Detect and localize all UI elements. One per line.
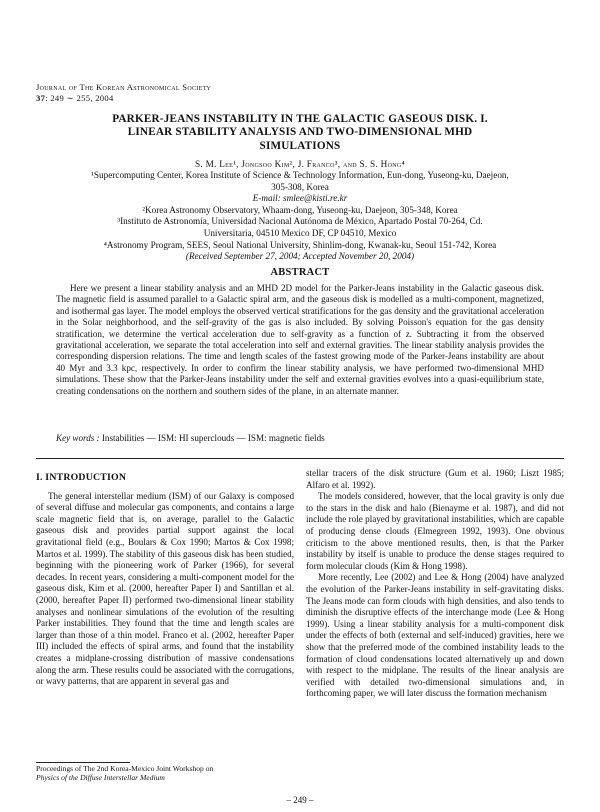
title-line-3: SIMULATIONS [259, 139, 341, 152]
right-column [306, 468, 564, 700]
received-accepted-dates: (Received September 27, 2004; Accepted November 20, 2004) [185, 251, 415, 262]
footnote [36, 764, 296, 783]
affiliation-1: ¹Supercomputing Center, Korea Institute of Science & Technology Information, Eun-dong, Yuseong-ku, Daejeon, [91, 170, 509, 180]
intro-paragraph-2: The models considered, however, that the local gravity is only due to the stars in the disk and halo (Bienayme et al. 1987), and did not include the role played by gravitational instabilities, which are capable of producing dense clouds (Elmegreen 1992, 1993). One obvious criticism to the above mentioned results, then, is that the Parker instability by itself is unable to produce the dense stages required to form molecular clouds (Kim & Hong 1998). [306, 491, 564, 571]
journal-pages: : 249 ∼ 255, 2004 [45, 93, 114, 103]
journal-name: Journal of The Korean Astronomical Society [36, 82, 212, 92]
affiliation-2: ²Korea Astronomy Observatory, Whaam-dong, Yuseong-ku, Daejeon, 305-348, Korea [142, 204, 458, 215]
intro-paragraph-1-continued: stellar tracers of the disk structure (Gum et al. 1960; Liszt 1985; Alfaro et al. 1992). [306, 468, 564, 490]
page-number: – 249 – [286, 795, 314, 805]
title-line-1: PARKER-JEANS INSTABILITY IN THE GALACTIC GASEOUS DISK. I. [112, 113, 488, 125]
journal-volume-line [36, 93, 211, 104]
footnote-line-1: Proceedings of The 2nd Korea-Mexico Joint Workshop on [36, 764, 214, 773]
paper-title [40, 113, 560, 153]
affiliations [34, 170, 566, 263]
intro-heading: I. INTRODUCTION [36, 472, 127, 483]
keywords [56, 433, 544, 444]
title-line-2: LINEAR STABILITY ANALYSIS AND TWO-DIMENSIONAL MHD [127, 126, 473, 139]
affiliation-3: ³Instituto de Astronomía, Universidad Nacional Autónoma de México, Apartado Postal 70-264, Cd. [117, 216, 483, 227]
section-divider [36, 458, 564, 459]
abstract-heading: ABSTRACT [270, 267, 330, 278]
footnote-line-2: Physics of the Diffuse Interstellar Medium [36, 773, 165, 783]
author-list: S. M. Lee¹, Jongsoo Kim², J. Franco³, and S. S. Hong⁴ [194, 159, 406, 169]
author-email: E-mail: smlee@kisti.re.kr [252, 193, 348, 204]
intro-paragraph-1: The general interstellar medium (ISM) of our Galaxy is composed of several diffuse and molecular gas components, and contains a large scale magnetic field that is, on average, parallel to the Galactic gaseous disk and provides partial support against the local gravitational field (e.g., Boulars & Cox 1990; Martos & Cox 1998; Martos et al. 1999). The stability of this gaseous disk has been studied, beginning with the pioneering work of Parker (1966), for several decades. In recent years, considering a multi-component model for the gaseous disk, Kim et al. (2000, hereafter Paper I) and Santillan et al. (2000, hereafter Paper II) performed two-dimensional linear stability analyses and nonlinear simulations of the evolution of the resulting Parker instabilities. They found that the time and length scales are larger than those of a thin model. Franco et al. (2002, hereafter Paper III) included the effects of spiral arms, and found that the instability creates a midplane-crossing distribution of massive condensations along the arm. These results could be associated with the corrugations, or wavy patterns, that are apparent in several gas and [36, 490, 294, 687]
abstract-text: Here we present a linear stability analysis and an MHD 2D model for the Parker-Jeans instability in the Galactic gaseous disk. The magnetic field is assumed parallel to a Galactic spiral arm, and the gaseous disk is modelled as a multi-component, magnetized, and isothermal gas layer. The model employs the observed vertical stratifications for the gas density and the gravitational acceleration in the Solar neighborhood, and the self-gravity of the gas is also included. By solving Poisson's equation for the gas density stratification, we determine the vertical acceleration due to self-gravity as a function of z. Subtracting it from the observed gravitational acceleration, we separate the total acceleration into self and external gravities. The linear stability analysis provides the corresponding dispersion relations. The time and length scales of the fastest growing mode of the Parker-Jeans instability are about 40 Myr and 3.3 kpc, respectively. In order to confirm the linear stability analysis, we have performed two-dimensional MHD simulations. These show that the Parker-Jeans instability under the self and external gravities evolves into a quasi-equilibrium state, creating condensations on the northern and southern sides of the plane, in an alternate manner. [56, 283, 544, 396]
footnote-rule [36, 762, 130, 763]
left-column [36, 468, 294, 688]
affiliation-4: ⁴Astronomy Program, SEES, Seoul National University, Shinlim-dong, Kwanak-ku, Seoul 151-742, Korea [103, 239, 497, 250]
affiliation-1-cont: 305-308, Korea [271, 181, 329, 192]
intro-paragraph-3: More recently, Lee (2002) and Lee & Hong (2004) have analyzed the evolution of the Parker-Jeans instability in self-gravitating disks. The Jeans mode can form clouds with high densities, and also tends to diminish the disruptive effects of the interchange mode (Lee & Hong 1999). Using a linear stability analysis for a multi-component disk under the effects of both (external and self-induced) gravities, here we show that the preferred mode of the combined instability leads to the formation of cloud condensations located alternatively up and down with respect to the midplane. The results of the linear analysis are verified with detailed two-dimensional simulations and, in forthcoming paper, we will later discuss the formation mechanism [306, 572, 564, 699]
journal-volume: 37 [36, 93, 46, 103]
journal-header [36, 82, 211, 104]
affiliation-3-cont: Universitaria, 04510 Mexico DF, CP 04510, Mexico [203, 227, 397, 238]
keywords-text: Instabilities — ISM: HI superclouds — ISM: magnetic fields [99, 433, 325, 443]
keywords-label: Key words : [56, 433, 100, 443]
